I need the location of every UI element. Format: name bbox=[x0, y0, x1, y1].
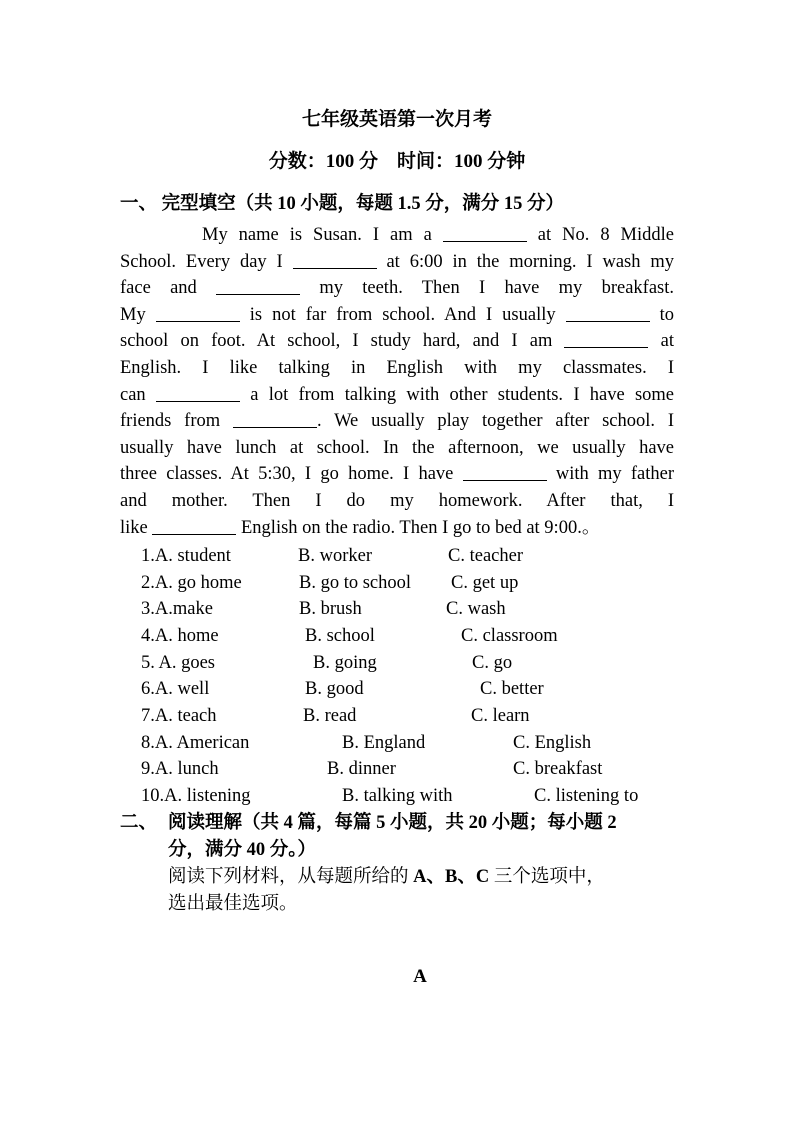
answer-blank bbox=[566, 303, 650, 322]
passage-line: usually have lunch at school. In the afternoon, we usually have bbox=[120, 437, 674, 458]
question-5-option-a: 5. A. goes bbox=[141, 653, 215, 673]
question-7-option-a: 7.A. teach bbox=[141, 706, 217, 726]
question-7-option-b: B. read bbox=[303, 706, 357, 726]
question-3-option-b: B. brush bbox=[299, 599, 362, 619]
passage-label: A bbox=[413, 966, 427, 987]
question-6-option-c: C. better bbox=[480, 679, 544, 699]
question-2-option-c: C. get up bbox=[451, 573, 519, 593]
section2-instruction-line2: 选出最佳选项。 bbox=[168, 894, 298, 914]
question-5-option-b: B. going bbox=[313, 653, 377, 673]
exam-title: 七年级英语第一次月考 bbox=[301, 109, 492, 130]
question-3-option-c: C. wash bbox=[446, 599, 506, 619]
question-1-option-a: 1.A. student bbox=[141, 546, 231, 566]
question-5-option-c: C. go bbox=[472, 653, 513, 673]
exam-subtitle: 分数：100 分 时间：100 分钟 bbox=[268, 151, 526, 172]
answer-blank bbox=[233, 409, 317, 428]
passage-line: school on foot. At school, I study hard, and I am at bbox=[120, 331, 674, 352]
section2-number: 二、 bbox=[120, 813, 158, 833]
answer-blank bbox=[156, 383, 240, 402]
question-10-option-c: C. listening to bbox=[534, 786, 639, 806]
section2-body bbox=[168, 810, 678, 918]
question-6-option-b: B. good bbox=[305, 679, 364, 699]
passage-line: English. I like talking in English with my classmates. I bbox=[120, 357, 674, 378]
question-10-option-b: B. talking with bbox=[342, 786, 453, 806]
cloze-passage bbox=[120, 222, 674, 541]
question-1-option-b: B. worker bbox=[298, 546, 372, 566]
answer-blank bbox=[216, 276, 300, 295]
question-10-option-a: 10.A. listening bbox=[141, 786, 251, 806]
answer-blank bbox=[293, 250, 377, 269]
answer-blank bbox=[152, 516, 236, 535]
answer-blank bbox=[156, 303, 240, 322]
passage-line: friends from . We usually play together after school. I bbox=[120, 411, 674, 432]
answer-blank bbox=[443, 223, 527, 242]
passage-line: School. Every day I at 6:00 in the morning. I wash my bbox=[120, 251, 675, 272]
answer-blank bbox=[463, 462, 547, 481]
question-3-option-a: 3.A.make bbox=[141, 599, 213, 619]
question-4-option-a: 4.A. home bbox=[141, 626, 219, 646]
question-1-option-c: C. teacher bbox=[448, 546, 523, 566]
section2-heading-line2: 分，满分 40 分。） bbox=[168, 840, 317, 860]
question-2-option-a: 2.A. go home bbox=[141, 573, 242, 593]
answer-blank bbox=[564, 329, 648, 348]
passage-line: can a lot from talking with other students. I have some bbox=[120, 384, 674, 405]
passage-line: like English on the radio. Then I go to bed at 9:00.。 bbox=[120, 517, 601, 538]
passage-line: three classes. At 5:30, I go home. I have with my father bbox=[120, 464, 674, 485]
question-9-option-c: C. breakfast bbox=[513, 759, 603, 779]
question-4-option-b: B. school bbox=[305, 626, 375, 646]
passage-line: face and my teeth. Then I have my breakfast. bbox=[120, 278, 674, 299]
question-8-option-a: 8.A. American bbox=[141, 733, 250, 753]
question-6-option-a: 6.A. well bbox=[141, 679, 210, 699]
question-4-option-c: C. classroom bbox=[461, 626, 558, 646]
question-8-option-c: C. English bbox=[513, 733, 592, 753]
section1-heading: 一、 完型填空（共 10 小题，每题 1.5 分，满分 15 分） bbox=[120, 194, 565, 214]
question-9-option-a: 9.A. lunch bbox=[141, 759, 219, 779]
passage-line: and mother. Then I do my homework. After that, I bbox=[120, 490, 674, 511]
question-8-option-b: B. England bbox=[342, 733, 426, 753]
question-7-option-c: C. learn bbox=[471, 706, 530, 726]
passage-line: My is not far from school. And I usually to bbox=[120, 304, 675, 325]
section2-heading-line1: 阅读理解（共 4 篇，每篇 5 小题，共 20 小题；每小题 2 bbox=[168, 813, 617, 833]
section2-instruction-line1: 阅读下列材料，从每题所给的 A、B、C 三个选项中， bbox=[168, 867, 605, 887]
passage-line: My name is Susan. I am a at No. 8 Middle bbox=[202, 225, 674, 245]
question-9-option-b: B. dinner bbox=[327, 759, 396, 779]
question-2-option-b: B. go to school bbox=[299, 573, 412, 593]
